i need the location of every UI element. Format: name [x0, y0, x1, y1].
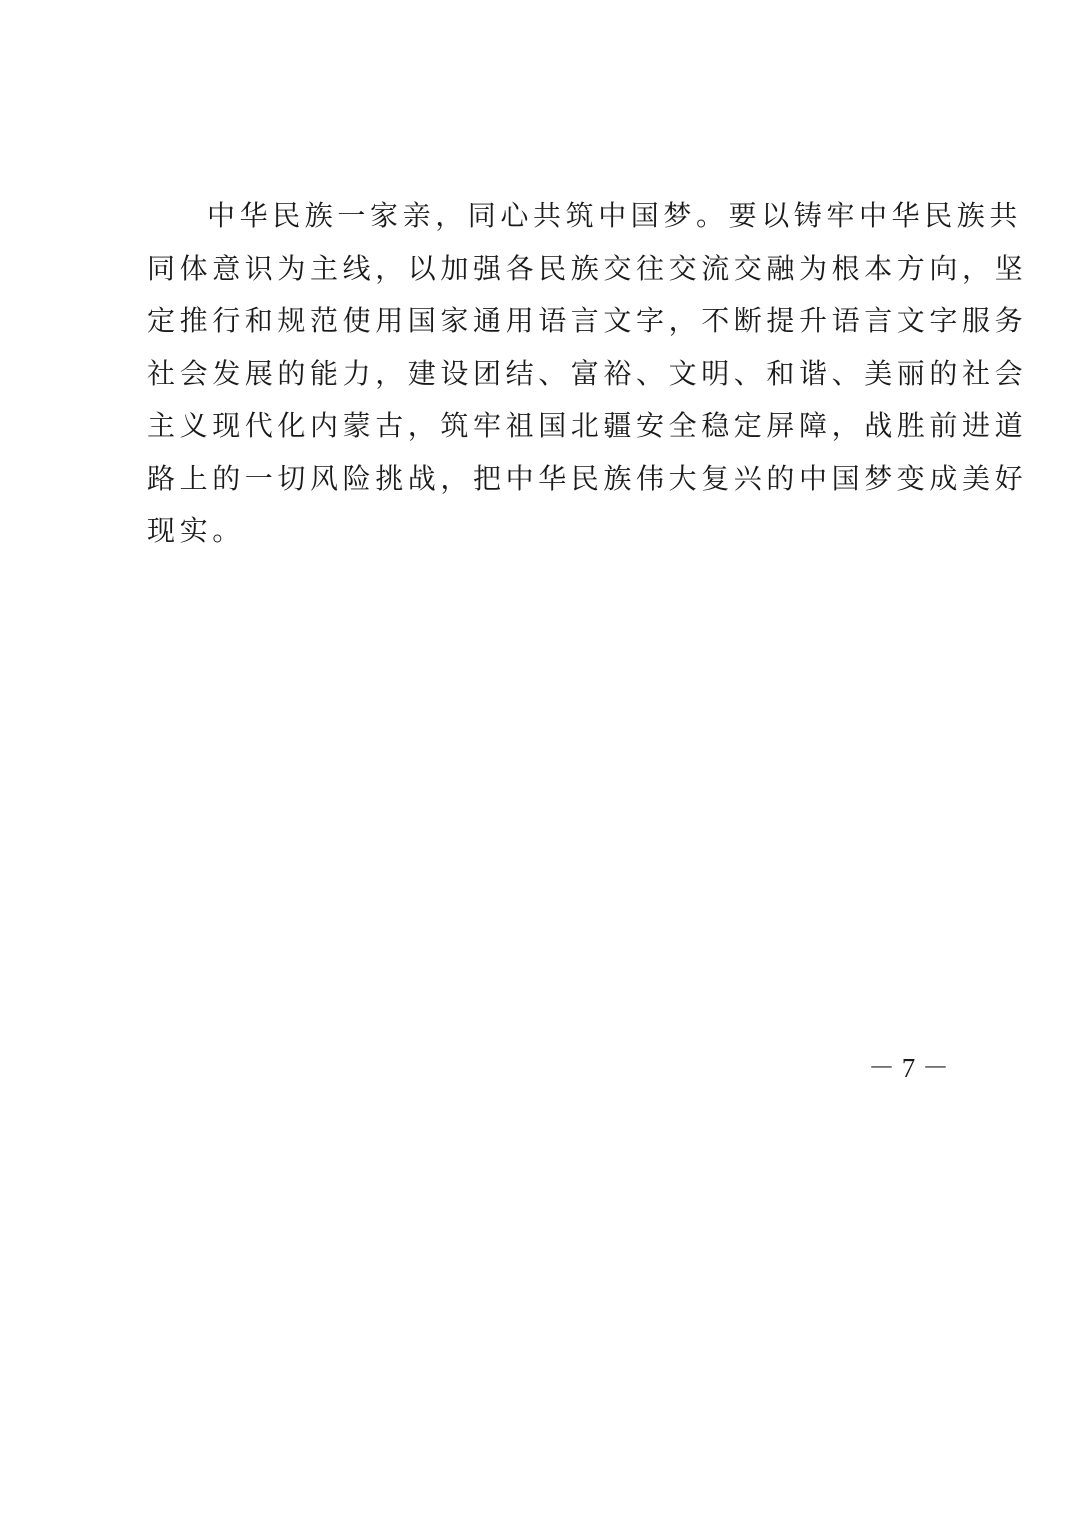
paragraph-line: 主义现代化内蒙古，筑牢祖国北疆安全稳定屏障，战胜前进道: [147, 409, 1028, 442]
paragraph-line: 路上的一切风险挑战，把中华民族伟大复兴的中国梦变成美好: [147, 461, 1028, 495]
paragraph-line: 同体意识为主线，以加强各民族交往交流交融为根本方向，坚: [147, 251, 1028, 285]
paragraph-line: 定推行和规范使用国家通用语言文字，不断提升语言文字服务: [147, 304, 1028, 337]
paragraph-line: 现实。: [147, 514, 245, 547]
body-paragraph: [147, 190, 1028, 558]
paragraph-line: 社会发展的能力，建设团结、富裕、文明、和谐、美丽的社会: [147, 356, 1028, 390]
paragraph-line: 中华民族一家亲，同心共筑中国梦。要以铸牢中华民族共: [207, 199, 1023, 232]
page-number: － 7 －: [868, 1053, 949, 1083]
